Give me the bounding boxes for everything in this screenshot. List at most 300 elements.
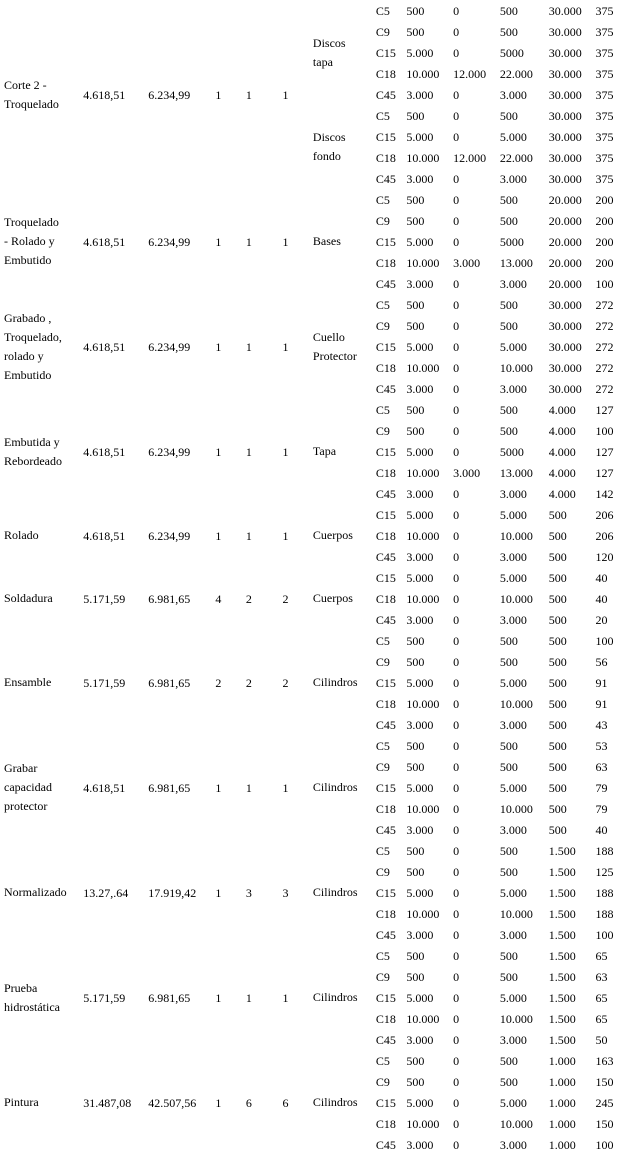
capacidad: 1.500 bbox=[548, 906, 576, 921]
extra: 0 bbox=[453, 3, 460, 18]
extra: 0 bbox=[453, 297, 460, 312]
process-name: Pintura bbox=[4, 1095, 39, 1109]
total: 500 bbox=[499, 213, 518, 228]
total: 10.000 bbox=[499, 591, 533, 606]
capacidad: 1.000 bbox=[548, 1116, 576, 1131]
cantidad: 3.000 bbox=[406, 381, 434, 396]
capacidad: 30.000 bbox=[548, 297, 582, 312]
extra: 0 bbox=[453, 213, 460, 228]
valor: 120 bbox=[595, 549, 614, 564]
capacidad: 30.000 bbox=[548, 108, 582, 123]
extra: 0 bbox=[453, 192, 460, 207]
valor: 200 bbox=[595, 255, 614, 270]
extra: 0 bbox=[453, 990, 460, 1005]
extra: 0 bbox=[453, 108, 460, 123]
extra: 0 bbox=[453, 717, 460, 732]
cantidad: 500 bbox=[406, 297, 425, 312]
cantidad: 10.000 bbox=[406, 1011, 440, 1026]
valor: 245 bbox=[595, 1095, 614, 1110]
total: 22.000 bbox=[499, 66, 533, 81]
capacidad: 30.000 bbox=[548, 171, 582, 186]
capacidad: 1.500 bbox=[548, 885, 576, 900]
valor: 127 bbox=[595, 402, 614, 417]
capacidad: 500 bbox=[548, 591, 567, 606]
table-row bbox=[2, 294, 624, 315]
cantidad: 3.000 bbox=[406, 1137, 434, 1152]
count-b: 6 bbox=[245, 1095, 252, 1110]
count-a: 1 bbox=[215, 1095, 222, 1110]
valor: 375 bbox=[595, 66, 614, 81]
cantidad: 5.000 bbox=[406, 45, 434, 60]
count-a: 1 bbox=[215, 234, 222, 249]
cantidad: 500 bbox=[406, 1053, 425, 1068]
process-name: Ensamble bbox=[4, 675, 52, 689]
cost-2: 6.234,99 bbox=[148, 234, 191, 249]
part-name: Cilindros bbox=[312, 885, 358, 899]
cost-2: 6.981,65 bbox=[148, 990, 191, 1005]
cantidad: 500 bbox=[406, 3, 425, 18]
capacidad: 30.000 bbox=[548, 339, 582, 354]
capacidad: 500 bbox=[548, 822, 567, 837]
cantidad: 500 bbox=[406, 402, 425, 417]
valor: 375 bbox=[595, 129, 614, 144]
valor: 65 bbox=[595, 1011, 608, 1026]
extra: 0 bbox=[453, 528, 460, 543]
cantidad: 5.000 bbox=[406, 339, 434, 354]
cost-1: 31.487,08 bbox=[83, 1095, 132, 1110]
valor: 272 bbox=[595, 360, 614, 375]
part-name: Discos fondo bbox=[312, 130, 346, 163]
valor: 63 bbox=[595, 969, 608, 984]
cantidad: 500 bbox=[406, 843, 425, 858]
capacidad: 4.000 bbox=[548, 465, 576, 480]
cantidad: 5.000 bbox=[406, 675, 434, 690]
cost-1: 5.171,59 bbox=[83, 675, 126, 690]
material-code: C5 bbox=[375, 108, 390, 123]
part-name: Discos tapa bbox=[312, 35, 346, 69]
count-c: 1 bbox=[282, 528, 289, 543]
total: 500 bbox=[499, 3, 518, 18]
extra: 0 bbox=[453, 486, 460, 501]
material-code: C5 bbox=[375, 3, 390, 18]
material-code: C18 bbox=[375, 906, 396, 921]
extra: 0 bbox=[453, 696, 460, 711]
material-code: C18 bbox=[375, 465, 396, 480]
count-a: 2 bbox=[215, 675, 222, 690]
cost-1: 4.618,51 bbox=[83, 444, 126, 459]
cantidad: 10.000 bbox=[406, 150, 440, 165]
total: 500 bbox=[499, 969, 518, 984]
cantidad: 5.000 bbox=[406, 507, 434, 522]
cantidad: 5.000 bbox=[406, 780, 434, 795]
cantidad: 500 bbox=[406, 1074, 425, 1089]
capacidad: 30.000 bbox=[548, 66, 582, 81]
cost-1: 4.618,51 bbox=[83, 234, 126, 249]
process-name: Rolado bbox=[4, 528, 39, 542]
part-name: Bases bbox=[312, 234, 341, 248]
count-b: 1 bbox=[245, 780, 252, 795]
cantidad: 5.000 bbox=[406, 444, 434, 459]
count-c: 1 bbox=[282, 339, 289, 354]
material-code: C9 bbox=[375, 864, 390, 879]
extra: 0 bbox=[453, 381, 460, 396]
capacidad: 30.000 bbox=[548, 360, 582, 375]
material-code: C18 bbox=[375, 528, 396, 543]
extra: 0 bbox=[453, 171, 460, 186]
extra: 0 bbox=[453, 24, 460, 39]
cantidad: 500 bbox=[406, 759, 425, 774]
count-c: 1 bbox=[282, 234, 289, 249]
extra: 0 bbox=[453, 927, 460, 942]
cost-2: 6.234,99 bbox=[148, 339, 191, 354]
total: 22.000 bbox=[499, 150, 533, 165]
total: 10.000 bbox=[499, 696, 533, 711]
extra: 0 bbox=[453, 612, 460, 627]
cantidad: 500 bbox=[406, 969, 425, 984]
extra: 0 bbox=[453, 1053, 460, 1068]
extra: 0 bbox=[453, 654, 460, 669]
extra: 0 bbox=[453, 570, 460, 585]
capacidad: 30.000 bbox=[548, 45, 582, 60]
material-code: C9 bbox=[375, 318, 390, 333]
total: 500 bbox=[499, 402, 518, 417]
capacidad: 1.500 bbox=[548, 1032, 576, 1047]
capacidad: 30.000 bbox=[548, 87, 582, 102]
table-row bbox=[2, 630, 624, 651]
extra: 0 bbox=[453, 969, 460, 984]
material-code: C15 bbox=[375, 45, 396, 60]
cantidad: 10.000 bbox=[406, 528, 440, 543]
material-code: C18 bbox=[375, 696, 396, 711]
material-code: C18 bbox=[375, 255, 396, 270]
count-c: 6 bbox=[282, 1095, 289, 1110]
cost-2: 6.234,99 bbox=[148, 444, 191, 459]
cantidad: 500 bbox=[406, 654, 425, 669]
cantidad: 500 bbox=[406, 633, 425, 648]
process-name: Corte 2 - Troquelado bbox=[4, 77, 59, 111]
material-code: C45 bbox=[375, 381, 396, 396]
valor: 375 bbox=[595, 108, 614, 123]
total: 5.000 bbox=[499, 1095, 527, 1110]
valor: 272 bbox=[595, 381, 614, 396]
cost-2: 6.981,65 bbox=[148, 780, 191, 795]
capacidad: 1.500 bbox=[548, 843, 576, 858]
total: 500 bbox=[499, 1053, 518, 1068]
cantidad: 3.000 bbox=[406, 717, 434, 732]
extra: 0 bbox=[453, 759, 460, 774]
extra: 0 bbox=[453, 507, 460, 522]
valor: 375 bbox=[595, 3, 614, 18]
valor: 188 bbox=[595, 843, 614, 858]
count-b: 1 bbox=[245, 87, 252, 102]
part-name: Cuerpos bbox=[312, 591, 353, 605]
material-code: C45 bbox=[375, 927, 396, 942]
part-name: Cilindros bbox=[312, 675, 358, 689]
cost-2: 42.507,56 bbox=[148, 1095, 197, 1110]
count-b: 1 bbox=[245, 990, 252, 1005]
cost-2: 6.234,99 bbox=[148, 87, 191, 102]
table-row bbox=[2, 840, 624, 861]
extra: 0 bbox=[453, 87, 460, 102]
total: 3.000 bbox=[499, 171, 527, 186]
process-name: Grabado , Troquelado, rolado y Embutido bbox=[4, 310, 62, 382]
table-row bbox=[2, 945, 624, 966]
cantidad: 500 bbox=[406, 864, 425, 879]
valor: 50 bbox=[595, 1032, 608, 1047]
count-b: 1 bbox=[245, 339, 252, 354]
cantidad: 500 bbox=[406, 738, 425, 753]
cost-1: 4.618,51 bbox=[83, 87, 126, 102]
total: 500 bbox=[499, 318, 518, 333]
cost-1: 5.171,59 bbox=[83, 591, 126, 606]
extra: 0 bbox=[453, 318, 460, 333]
process-name: Normalizado bbox=[4, 885, 67, 899]
total: 5.000 bbox=[499, 570, 527, 585]
cantidad: 3.000 bbox=[406, 822, 434, 837]
total: 3.000 bbox=[499, 927, 527, 942]
extra: 3.000 bbox=[453, 465, 481, 480]
extra: 0 bbox=[453, 339, 460, 354]
extra: 0 bbox=[453, 675, 460, 690]
material-code: C18 bbox=[375, 1011, 396, 1026]
extra: 0 bbox=[453, 1032, 460, 1047]
extra: 0 bbox=[453, 801, 460, 816]
material-code: C15 bbox=[375, 780, 396, 795]
total: 500 bbox=[499, 759, 518, 774]
part-name: Cilindros bbox=[312, 990, 358, 1004]
material-code: C9 bbox=[375, 24, 390, 39]
material-code: C18 bbox=[375, 66, 396, 81]
capacidad: 4.000 bbox=[548, 402, 576, 417]
total: 3.000 bbox=[499, 717, 527, 732]
material-code: C5 bbox=[375, 1053, 390, 1068]
valor: 200 bbox=[595, 192, 614, 207]
material-code: C5 bbox=[375, 948, 390, 963]
valor: 91 bbox=[595, 696, 608, 711]
capacidad: 500 bbox=[548, 738, 567, 753]
material-code: C18 bbox=[375, 591, 396, 606]
cantidad: 3.000 bbox=[406, 87, 434, 102]
count-c: 2 bbox=[282, 591, 289, 606]
material-code: C15 bbox=[375, 1095, 396, 1110]
capacidad: 1.500 bbox=[548, 864, 576, 879]
total: 3.000 bbox=[499, 822, 527, 837]
material-code: C15 bbox=[375, 990, 396, 1005]
material-code: C5 bbox=[375, 297, 390, 312]
count-a: 1 bbox=[215, 885, 222, 900]
capacidad: 500 bbox=[548, 696, 567, 711]
capacidad: 30.000 bbox=[548, 129, 582, 144]
capacidad: 20.000 bbox=[548, 276, 582, 291]
extra: 0 bbox=[453, 633, 460, 648]
total: 500 bbox=[499, 297, 518, 312]
material-code: C15 bbox=[375, 885, 396, 900]
total: 10.000 bbox=[499, 1011, 533, 1026]
cantidad: 500 bbox=[406, 318, 425, 333]
material-code: C15 bbox=[375, 570, 396, 585]
capacidad: 20.000 bbox=[548, 255, 582, 270]
valor: 127 bbox=[595, 444, 614, 459]
valor: 200 bbox=[595, 234, 614, 249]
valor: 56 bbox=[595, 654, 608, 669]
valor: 188 bbox=[595, 906, 614, 921]
capacidad: 1.000 bbox=[548, 1137, 576, 1152]
count-c: 1 bbox=[282, 990, 289, 1005]
total: 3.000 bbox=[499, 1032, 527, 1047]
process-name: Grabar capacidad protector bbox=[4, 761, 52, 813]
capacidad: 1.000 bbox=[548, 1074, 576, 1089]
capacidad: 4.000 bbox=[548, 423, 576, 438]
valor: 150 bbox=[595, 1074, 614, 1089]
total: 5.000 bbox=[499, 780, 527, 795]
capacidad: 500 bbox=[548, 507, 567, 522]
total: 10.000 bbox=[499, 801, 533, 816]
material-code: C45 bbox=[375, 87, 396, 102]
valor: 63 bbox=[595, 759, 608, 774]
valor: 65 bbox=[595, 948, 608, 963]
table-row bbox=[2, 0, 624, 21]
capacidad: 30.000 bbox=[548, 150, 582, 165]
valor: 188 bbox=[595, 885, 614, 900]
valor: 40 bbox=[595, 591, 608, 606]
cantidad: 5.000 bbox=[406, 1095, 434, 1110]
total: 5000 bbox=[499, 45, 524, 60]
material-code: C45 bbox=[375, 486, 396, 501]
cantidad: 500 bbox=[406, 24, 425, 39]
total: 500 bbox=[499, 738, 518, 753]
process-name: Prueba hidrostática bbox=[4, 980, 60, 1014]
valor: 375 bbox=[595, 45, 614, 60]
production-table bbox=[2, 0, 624, 1155]
capacidad: 1.500 bbox=[548, 948, 576, 963]
cantidad: 500 bbox=[406, 948, 425, 963]
cantidad: 10.000 bbox=[406, 66, 440, 81]
material-code: C45 bbox=[375, 1137, 396, 1152]
extra: 0 bbox=[453, 45, 460, 60]
count-a: 4 bbox=[215, 591, 222, 606]
part-name: Cilindros bbox=[312, 780, 358, 794]
cantidad: 10.000 bbox=[406, 591, 440, 606]
extra: 0 bbox=[453, 1011, 460, 1026]
valor: 100 bbox=[595, 276, 614, 291]
valor: 43 bbox=[595, 717, 608, 732]
extra: 0 bbox=[453, 423, 460, 438]
count-b: 1 bbox=[245, 528, 252, 543]
total: 3.000 bbox=[499, 87, 527, 102]
cantidad: 5.000 bbox=[406, 990, 434, 1005]
capacidad: 500 bbox=[548, 717, 567, 732]
extra: 0 bbox=[453, 738, 460, 753]
total: 13.000 bbox=[499, 465, 533, 480]
extra: 0 bbox=[453, 276, 460, 291]
cost-1: 4.618,51 bbox=[83, 339, 126, 354]
total: 500 bbox=[499, 948, 518, 963]
valor: 375 bbox=[595, 24, 614, 39]
table-row bbox=[2, 567, 624, 588]
material-code: C15 bbox=[375, 234, 396, 249]
cost-1: 13.27,.64 bbox=[83, 885, 129, 900]
total: 500 bbox=[499, 108, 518, 123]
cost-2: 17.919,42 bbox=[148, 885, 197, 900]
count-a: 1 bbox=[215, 444, 222, 459]
total: 10.000 bbox=[499, 360, 533, 375]
total: 10.000 bbox=[499, 906, 533, 921]
material-code: C9 bbox=[375, 759, 390, 774]
material-code: C5 bbox=[375, 633, 390, 648]
cantidad: 10.000 bbox=[406, 1116, 440, 1131]
part-name: Tapa bbox=[312, 444, 337, 458]
valor: 91 bbox=[595, 675, 608, 690]
cantidad: 5.000 bbox=[406, 129, 434, 144]
cantidad: 5.000 bbox=[406, 570, 434, 585]
material-code: C15 bbox=[375, 675, 396, 690]
material-code: C45 bbox=[375, 549, 396, 564]
total: 10.000 bbox=[499, 528, 533, 543]
count-b: 3 bbox=[245, 885, 252, 900]
capacidad: 500 bbox=[548, 780, 567, 795]
count-a: 1 bbox=[215, 528, 222, 543]
cantidad: 5.000 bbox=[406, 234, 434, 249]
total: 5.000 bbox=[499, 675, 527, 690]
valor: 200 bbox=[595, 213, 614, 228]
cost-1: 5.171,59 bbox=[83, 990, 126, 1005]
capacidad: 20.000 bbox=[548, 234, 582, 249]
extra: 3.000 bbox=[453, 255, 481, 270]
material-code: C15 bbox=[375, 339, 396, 354]
material-code: C45 bbox=[375, 171, 396, 186]
count-b: 1 bbox=[245, 234, 252, 249]
extra: 0 bbox=[453, 402, 460, 417]
extra: 0 bbox=[453, 822, 460, 837]
capacidad: 500 bbox=[548, 759, 567, 774]
cantidad: 3.000 bbox=[406, 927, 434, 942]
cantidad: 500 bbox=[406, 192, 425, 207]
table-row bbox=[2, 189, 624, 210]
count-b: 2 bbox=[245, 675, 252, 690]
cost-2: 6.981,65 bbox=[148, 591, 191, 606]
table-row bbox=[2, 504, 624, 525]
cantidad: 10.000 bbox=[406, 696, 440, 711]
material-code: C9 bbox=[375, 423, 390, 438]
capacidad: 1.500 bbox=[548, 927, 576, 942]
total: 5000 bbox=[499, 444, 524, 459]
count-a: 1 bbox=[215, 990, 222, 1005]
extra: 0 bbox=[453, 360, 460, 375]
material-code: C18 bbox=[375, 360, 396, 375]
valor: 100 bbox=[595, 1137, 614, 1152]
count-a: 1 bbox=[215, 339, 222, 354]
total: 3.000 bbox=[499, 549, 527, 564]
total: 500 bbox=[499, 423, 518, 438]
total: 3.000 bbox=[499, 1137, 527, 1152]
valor: 100 bbox=[595, 633, 614, 648]
valor: 20 bbox=[595, 612, 608, 627]
extra: 0 bbox=[453, 591, 460, 606]
capacidad: 20.000 bbox=[548, 192, 582, 207]
count-c: 3 bbox=[282, 885, 289, 900]
material-code: C5 bbox=[375, 738, 390, 753]
cost-1: 4.618,51 bbox=[83, 780, 126, 795]
part-name: Cilindros bbox=[312, 1095, 358, 1109]
capacidad: 30.000 bbox=[548, 318, 582, 333]
count-c: 2 bbox=[282, 675, 289, 690]
capacidad: 500 bbox=[548, 549, 567, 564]
valor: 142 bbox=[595, 486, 614, 501]
material-code: C45 bbox=[375, 276, 396, 291]
capacidad: 500 bbox=[548, 633, 567, 648]
extra: 0 bbox=[453, 864, 460, 879]
valor: 125 bbox=[595, 864, 614, 879]
